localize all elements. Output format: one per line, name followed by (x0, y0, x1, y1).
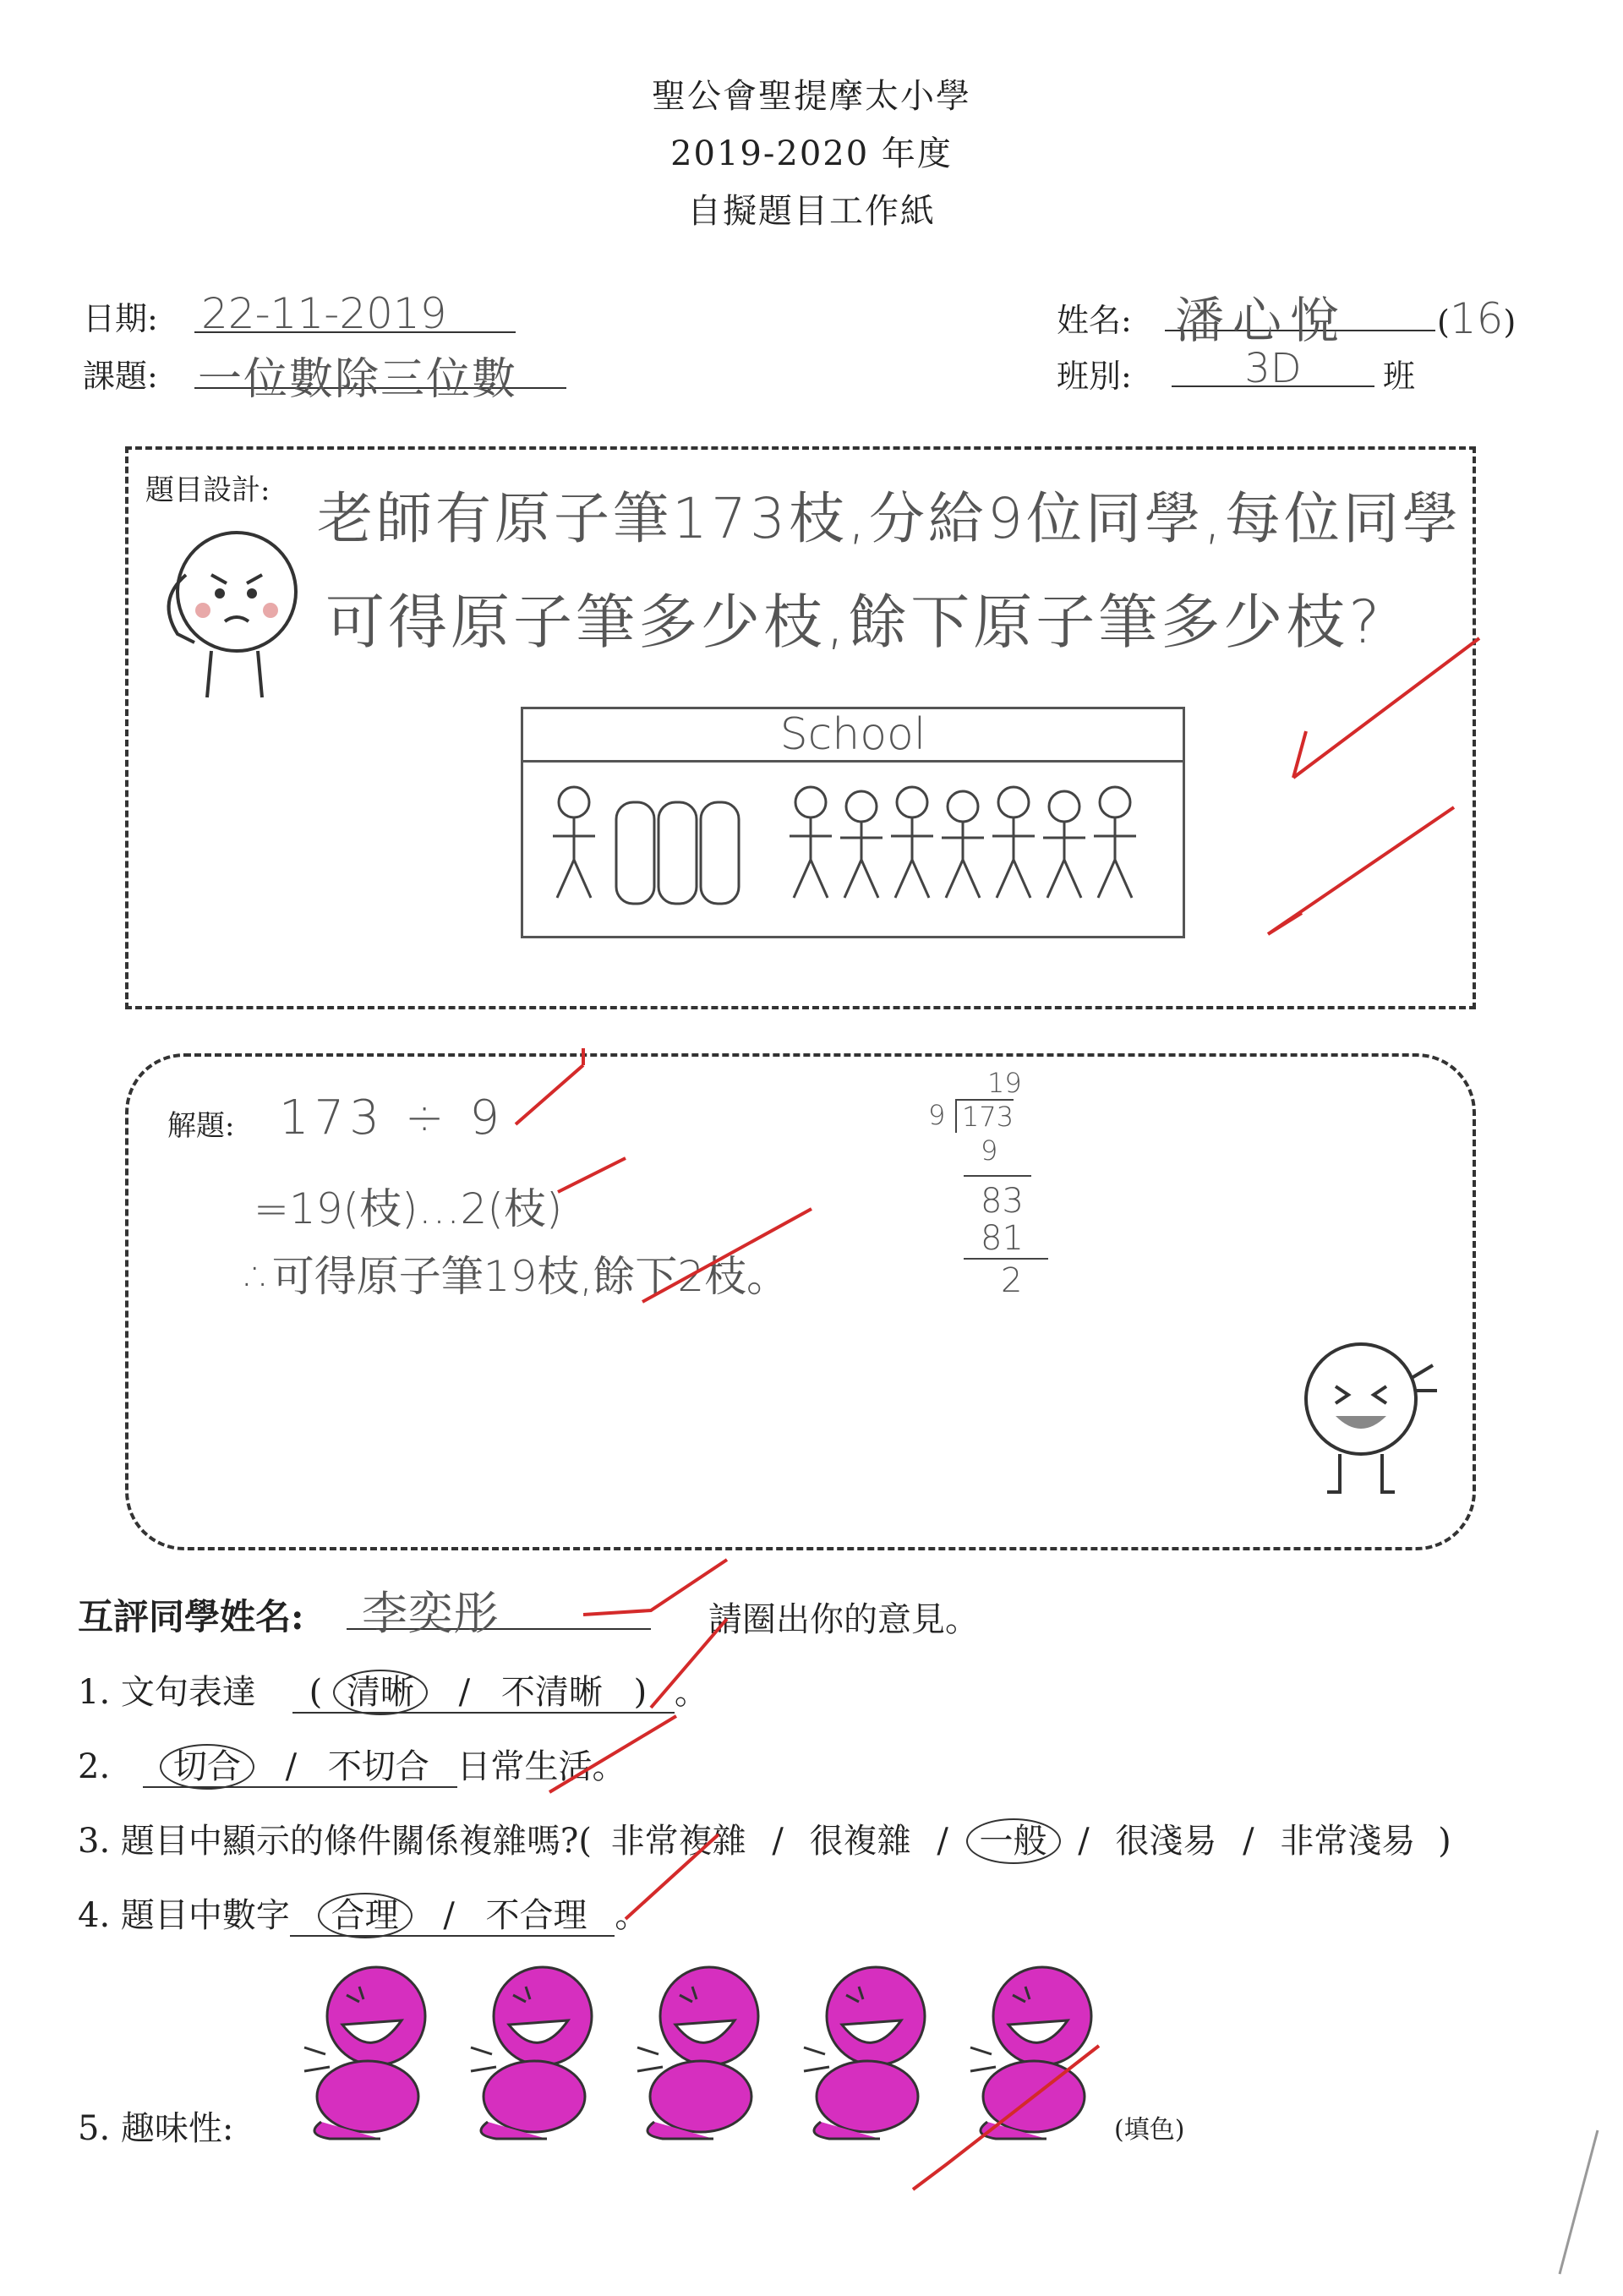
school-name: 聖公會聖提摩太小學 (652, 77, 971, 116)
q4-option-reasonable[interactable]: 合理 (318, 1893, 413, 1938)
q4-options (290, 1896, 615, 1937)
peer-name-value: 李奕彤 (362, 1587, 499, 1640)
name-field (1165, 281, 1435, 349)
blackboard-label: School (779, 709, 926, 760)
school-year: 2019-2020 年度 (670, 134, 953, 173)
q4-end: 。 (615, 1896, 649, 1935)
q3-separator-3: / (1078, 1822, 1090, 1861)
rating-icon[interactable] (629, 1961, 773, 2147)
question-2 (78, 1740, 626, 1788)
q3-separator-4: / (1243, 1822, 1254, 1861)
q3-separator-1: / (772, 1822, 784, 1861)
q1-end: 。 (674, 1673, 708, 1712)
q2-text: 日常生活。 (456, 1747, 626, 1786)
thinking-face-drawing (152, 516, 304, 702)
q2-option-relevant[interactable]: 切合 (160, 1744, 254, 1790)
number-value: 16 (1449, 294, 1504, 343)
class-label: 班別: (1057, 358, 1132, 395)
q2-options (143, 1747, 457, 1788)
division-step3: 81 (981, 1219, 1024, 1258)
q3-separator-2: / (937, 1822, 948, 1861)
solution-line2: =19(枝)…2(枝) (254, 1184, 563, 1233)
division-step1: 9 (981, 1134, 998, 1167)
question-4 (78, 1889, 648, 1937)
class-field (1172, 345, 1374, 392)
q2-option-irrelevant[interactable]: 不切合 (327, 1747, 429, 1786)
laughing-face-drawing (1293, 1336, 1462, 1522)
q3-option-easy[interactable]: 很淺易 (1115, 1822, 1217, 1861)
division-line1 (964, 1175, 1031, 1177)
rating-icon[interactable] (462, 1961, 606, 2147)
page-corner-mark (1555, 2130, 1606, 2282)
q2-number: 2. (78, 1747, 111, 1786)
rating-icon[interactable] (296, 1961, 440, 2147)
q3-close-paren: ) (1438, 1822, 1451, 1861)
name-value: 潘心悅 (1175, 292, 1348, 349)
solution-label: 解題: (167, 1109, 235, 1143)
division-dividend: 173 (955, 1099, 1014, 1133)
division-step2: 83 (981, 1182, 1024, 1221)
q3-option-very-complex[interactable]: 非常複雜 (610, 1822, 746, 1861)
q2-separator: / (285, 1747, 298, 1786)
design-question-line2: 可得原子筆多少枝,餘下原子筆多少枝? (325, 588, 1384, 657)
topic-label: 課題: (83, 358, 158, 395)
date-label: 日期: (83, 300, 158, 337)
q1-option-clear[interactable]: 清晰 (333, 1670, 428, 1715)
q5-text: 趣味性: (120, 2109, 234, 2148)
solution-line3: ∴可得原子筆19枝,餘下2枝。 (245, 1252, 790, 1301)
peer-check-marks (575, 1547, 862, 1936)
q4-text: 題目中數字 (120, 1896, 290, 1935)
design-question-line1: 老師有原子筆173枝,分給9位同學,每位同學 (317, 486, 1462, 551)
q1-option-unclear[interactable]: 不清晰 (500, 1673, 603, 1712)
stick-figures-drawing (540, 777, 1166, 912)
q3-text: 題目中顯示的條件關係複雜嗎? (120, 1822, 579, 1861)
division-remainder: 2 (1001, 1261, 1023, 1300)
q4-option-unreasonable[interactable]: 不合理 (485, 1896, 587, 1935)
division-divisor: 9 (928, 1099, 946, 1131)
q4-separator: / (443, 1896, 455, 1935)
blackboard-drawing (521, 707, 1185, 938)
class-suffix: 班 (1383, 358, 1416, 395)
q5-number: 5. (78, 2109, 111, 2148)
number-field: (16) (1437, 294, 1516, 343)
division-quotient: 19 (987, 1067, 1022, 1099)
teacher-check-marks (1268, 626, 1488, 947)
q4-number: 4. (78, 1896, 111, 1935)
q5-note: (填色) (1114, 2115, 1185, 2145)
solution-line1: 173 ÷ 9 (279, 1091, 505, 1145)
peer-instruction: 請圈出你的意見。 (708, 1600, 979, 1639)
q3-open-paren: ( (578, 1822, 592, 1861)
q3-option-complex[interactable]: 很複雜 (809, 1822, 911, 1861)
worksheet-title: 自擬題目工作紙 (687, 192, 936, 231)
q3-option-very-easy[interactable]: 非常淺易 (1280, 1822, 1416, 1861)
peer-label: 互評同學姓名: (78, 1596, 304, 1637)
q1-separator: / (458, 1673, 471, 1712)
division-line2 (964, 1258, 1048, 1260)
q1-number: 1. (78, 1673, 111, 1712)
design-label: 題目設計: (145, 473, 270, 507)
q1-open-paren: ( (309, 1673, 323, 1712)
name-label: 姓名: (1057, 302, 1132, 339)
q3-option-average[interactable]: 一般 (966, 1818, 1061, 1864)
date-field (194, 289, 516, 338)
date-value: 22-11-2019 (201, 289, 447, 338)
topic-field (194, 343, 566, 405)
q1-text: 文句表達 (120, 1673, 256, 1712)
class-value: 3D (1244, 345, 1302, 392)
solution-check-marks (507, 1040, 828, 1319)
q1-close-paren: ) (633, 1673, 648, 1712)
rating-check-mark (913, 2046, 1116, 2198)
question-5 (78, 2102, 233, 2150)
topic-value: 一位數除三位數 (198, 354, 518, 405)
q3-number: 3. (78, 1822, 111, 1861)
